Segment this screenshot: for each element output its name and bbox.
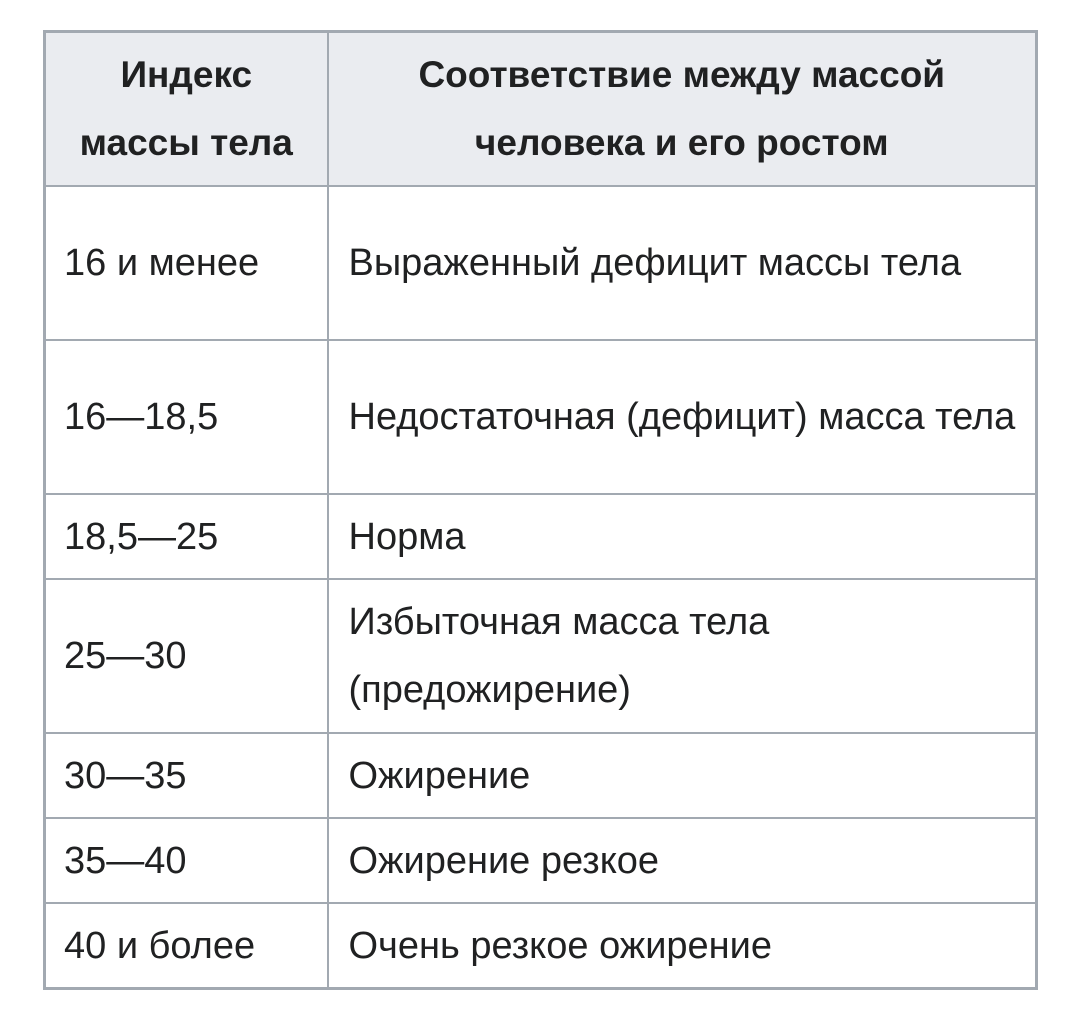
table-row bbox=[45, 818, 1037, 903]
cell-index: 25—30 bbox=[45, 579, 328, 733]
table-row bbox=[45, 494, 1037, 579]
cell-index: 30—35 bbox=[45, 733, 328, 818]
cell-description: Очень резкое ожирение bbox=[328, 903, 1037, 989]
cell-index: 16 и менее bbox=[45, 186, 328, 340]
header-description bbox=[328, 32, 1037, 187]
table-row bbox=[45, 186, 1037, 340]
cell-description: Избыточная масса тела (предожирение) bbox=[328, 579, 1037, 733]
header-bmi-index bbox=[45, 32, 328, 187]
table-row bbox=[45, 579, 1037, 733]
cell-description: Ожирение резкое bbox=[328, 818, 1037, 903]
table-row bbox=[45, 903, 1037, 989]
table-header-row bbox=[45, 32, 1037, 187]
header-description-label: Соответствие между массой человека и его ростом bbox=[418, 54, 946, 163]
cell-description: Норма bbox=[328, 494, 1037, 579]
cell-description: Ожирение bbox=[328, 733, 1037, 818]
table-row bbox=[45, 733, 1037, 818]
cell-index: 16—18,5 bbox=[45, 340, 328, 494]
cell-index: 18,5—25 bbox=[45, 494, 328, 579]
cell-index: 35—40 bbox=[45, 818, 328, 903]
cell-index: 40 и более bbox=[45, 903, 328, 989]
cell-description: Выраженный дефицит массы тела bbox=[328, 186, 1037, 340]
bmi-table bbox=[43, 30, 1038, 990]
cell-description: Недостаточная (дефицит) масса тела bbox=[328, 340, 1037, 494]
header-bmi-index-label: Индекс массы тела bbox=[79, 54, 293, 163]
table-row bbox=[45, 340, 1037, 494]
